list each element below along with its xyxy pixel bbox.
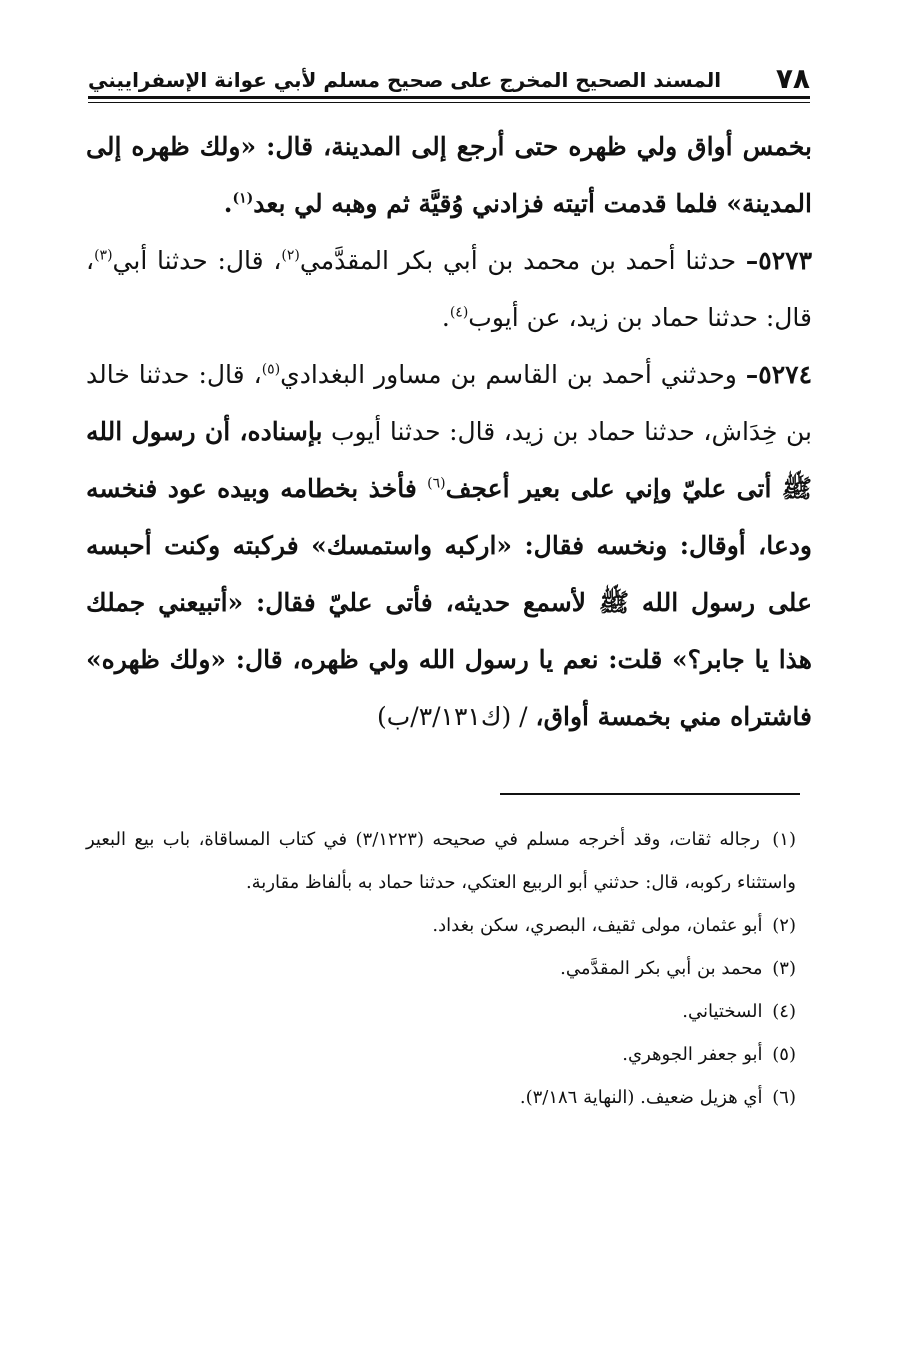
footnote-ref: (٢) <box>281 247 300 264</box>
page-number: ٧٨ <box>775 62 810 95</box>
hadith-5273 <box>86 232 812 346</box>
footnote-ref: (٣) <box>94 247 113 264</box>
footnote-text: أي هزيل ضعيف. (النهاية ٣/١٨٦). <box>519 1087 763 1108</box>
footnote-text: السختياني. <box>682 1001 763 1022</box>
hadith-text: ، قال: حدثنا أبي <box>112 246 282 275</box>
hadith-number: ٥٢٧٣– <box>745 246 812 275</box>
footnote-number: (٥) <box>772 1044 796 1065</box>
running-title: المسند الصحيح المخرج على صحيح مسلم لأبي عوانة الإسفراييني <box>88 68 722 92</box>
footnote-ref: (٥) <box>261 361 281 378</box>
manuscript-reference: / (ك٣/١٣١/ب) <box>376 702 536 731</box>
footnote-number: (١) <box>772 829 796 850</box>
footnote-5 <box>86 1033 796 1076</box>
hadith-text: ، قال: حدثنا حماد بن زيد، عن أيوب <box>86 246 812 332</box>
footnote-2 <box>86 904 796 947</box>
hadith-number: ٥٢٧٤– <box>745 360 813 389</box>
footnote-number: (٤) <box>772 1001 796 1022</box>
main-text <box>86 118 812 745</box>
paragraph-text: بخمس أواق ولي ظهره حتى أرجع إلى المدينة، قال: «ولك ظهره إلى المدينة» فلما قدمت أتيته فزادني وُقيَّة ثم وهبه لي بعد <box>86 132 812 218</box>
footnote-3 <box>86 947 796 990</box>
footnote-separator <box>500 793 800 795</box>
hadith-text: وحدثني أحمد بن القاسم بن مساور البغدادي <box>280 360 746 389</box>
header-rule-thin <box>88 102 810 103</box>
footnote-6 <box>86 1076 796 1119</box>
footnote-ref: (١) <box>232 190 254 207</box>
footnote-ref: (٦) <box>427 475 446 492</box>
hadith-5274 <box>86 346 812 745</box>
hadith-text: حدثنا أحمد بن محمد بن أبي بكر المقدَّمي <box>299 246 746 275</box>
footnote-number: (٦) <box>772 1087 796 1108</box>
hadith-text: ، قال: حدثنا خالد بن خِدَاش، حدثنا حماد بن زيد، قال: حدثنا أيوب <box>86 360 813 446</box>
footnotes <box>86 818 796 1119</box>
footnote-number: (٢) <box>772 915 796 936</box>
footnote-text: محمد بن أبي بكر المقدَّمي. <box>560 958 763 979</box>
hadith-text-bold: بإسناده، أن رسول الله ﷺ أتى عليّ وإني على بعير أعجف <box>86 417 812 503</box>
footnote-1 <box>86 818 796 904</box>
paragraph-end: . <box>441 303 450 332</box>
paragraph-continuation <box>86 118 812 232</box>
header-rule <box>88 96 810 99</box>
footnote-text: أبو عثمان، مولى ثقيف، البصري، سكن بغداد. <box>432 915 763 936</box>
footnote-text: رجاله ثقات، وقد أخرجه مسلم في صحيحه (٣/١٢٢٣) في كتاب المساقاة، باب بيع البعير واستثناء ركوبه، قال: حدثني أبو الربيع العتكي، حدثنا حماد به بألفاظ مقاربة. <box>86 829 796 893</box>
footnote-4 <box>86 990 796 1033</box>
paragraph-end: . <box>223 189 233 218</box>
footnote-ref: (٤) <box>449 304 469 321</box>
footnote-text: أبو جعفر الجوهري. <box>622 1044 763 1065</box>
footnote-number: (٣) <box>772 958 796 979</box>
hadith-text-bold: فأخذ بخطامه وبيده عود فنخسه ودعا، أوقال: ونخسه فقال: «اركبه واستمسك» فركبته وكنت أحبسه على رسول الله ﷺ لأسمع حديثه، فأتى عليّ فقال: «أتبيعني جملك هذا يا جابر؟» قلت: نعم يا رسول الله ولي ظهره، قال: «ولك ظهره» فاشتراه مني بخمسة أواق، <box>86 474 812 731</box>
